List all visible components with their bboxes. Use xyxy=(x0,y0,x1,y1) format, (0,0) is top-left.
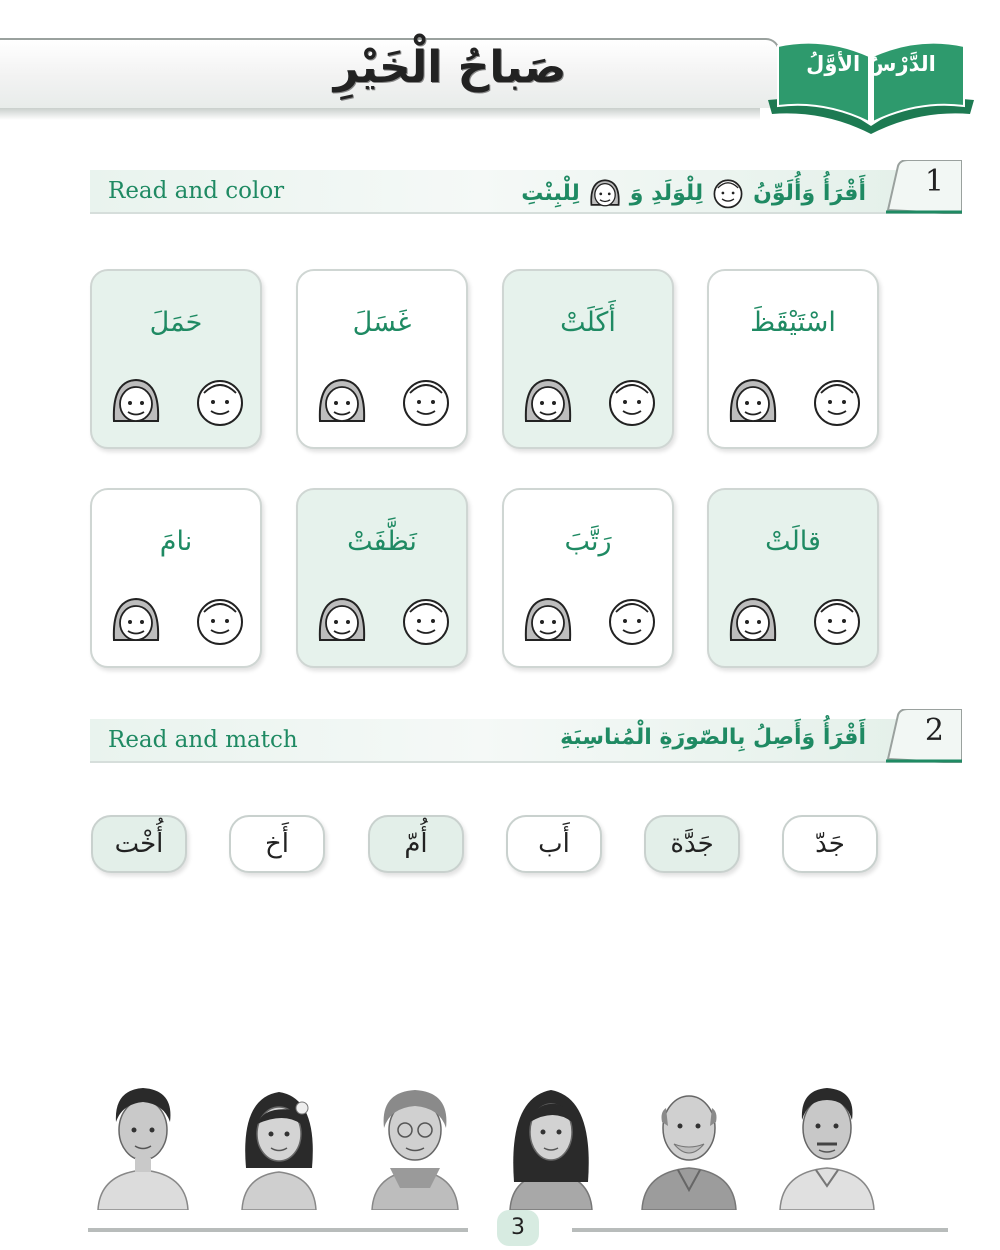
page-title: صَباحُ الْخَيْرِ xyxy=(333,42,567,93)
card-word: نامَ xyxy=(159,526,193,557)
boy-face-icon[interactable] xyxy=(400,375,452,427)
section-1-arabic-instruction xyxy=(521,176,866,210)
word-pill[interactable]: أُخْت xyxy=(91,815,187,873)
word-card xyxy=(707,488,879,668)
card-word: أَكَلَتْ xyxy=(560,307,616,338)
word-card xyxy=(296,269,468,449)
lesson-label: الدَّرْسُ الأوَّلُ xyxy=(806,52,936,76)
card-word: قالَتْ xyxy=(765,526,821,557)
footer-line-left xyxy=(88,1228,468,1232)
section-2-arabic-text: أَقْرَأُ وَأَصِلُ بِالصّورَةِ الْمُناسِبَةِ xyxy=(560,725,866,750)
section-2-english-instruction: Read and match xyxy=(108,727,298,753)
girl-face-icon xyxy=(588,176,622,210)
section-1-number: 1 xyxy=(924,164,944,199)
girl-face-icon[interactable] xyxy=(110,375,162,427)
word-pill[interactable]: جَدَّة xyxy=(644,815,740,873)
section-2-number: 2 xyxy=(924,713,944,748)
boy-face-icon xyxy=(711,176,745,210)
girl-face-icon[interactable] xyxy=(316,594,368,646)
boy-face-icon[interactable] xyxy=(194,594,246,646)
section-2-arabic-instruction xyxy=(560,725,866,750)
grandfather-portrait-icon[interactable] xyxy=(634,1078,744,1210)
word-pill[interactable]: أَخ xyxy=(229,815,325,873)
section-1-arabic-text-b: لِلْوَلَدِ وَ xyxy=(629,180,704,206)
girl-face-icon[interactable] xyxy=(522,594,574,646)
boy-face-icon[interactable] xyxy=(811,375,863,427)
page-number: 3 xyxy=(497,1210,539,1246)
boy-portrait-icon[interactable] xyxy=(88,1078,198,1210)
girl-portrait-icon[interactable] xyxy=(224,1078,334,1210)
card-word: حَمَلَ xyxy=(149,307,203,338)
section-1-arabic-text-a: أَقْرَأُ وَأُلَوِّنُ xyxy=(753,180,866,206)
boy-face-icon[interactable] xyxy=(606,375,658,427)
mother-portrait-icon[interactable] xyxy=(496,1078,606,1210)
boy-face-icon[interactable] xyxy=(606,594,658,646)
header-shadow xyxy=(0,108,760,120)
card-word: نَظَّفَتْ xyxy=(347,526,417,557)
section-1-bar xyxy=(90,164,962,214)
girl-face-icon[interactable] xyxy=(522,375,574,427)
girl-face-icon[interactable] xyxy=(110,594,162,646)
word-pill[interactable]: جَدّ xyxy=(782,815,878,873)
word-card xyxy=(502,269,674,449)
card-word: رَتَّبَ xyxy=(564,526,612,557)
card-word: اسْتَيْقَظَ xyxy=(750,307,836,338)
word-card xyxy=(90,269,262,449)
word-card xyxy=(90,488,262,668)
section-2-bar xyxy=(90,713,962,763)
footer-line-right xyxy=(572,1228,948,1232)
section-1-arabic-text-c: لِلْبِنْتِ xyxy=(521,180,580,206)
word-card xyxy=(296,488,468,668)
boy-face-icon[interactable] xyxy=(400,594,452,646)
word-pill[interactable]: أُمّ xyxy=(368,815,464,873)
boy-face-icon[interactable] xyxy=(811,594,863,646)
card-word: غَسَلَ xyxy=(352,307,412,338)
section-1-english-instruction: Read and color xyxy=(108,178,285,204)
word-card xyxy=(707,269,879,449)
girl-face-icon[interactable] xyxy=(727,375,779,427)
boy-face-icon[interactable] xyxy=(194,375,246,427)
girl-face-icon[interactable] xyxy=(727,594,779,646)
word-card xyxy=(502,488,674,668)
girl-face-icon[interactable] xyxy=(316,375,368,427)
word-pill[interactable]: أَب xyxy=(506,815,602,873)
father-portrait-icon[interactable] xyxy=(772,1078,882,1210)
grandmother-portrait-icon[interactable] xyxy=(360,1078,470,1210)
